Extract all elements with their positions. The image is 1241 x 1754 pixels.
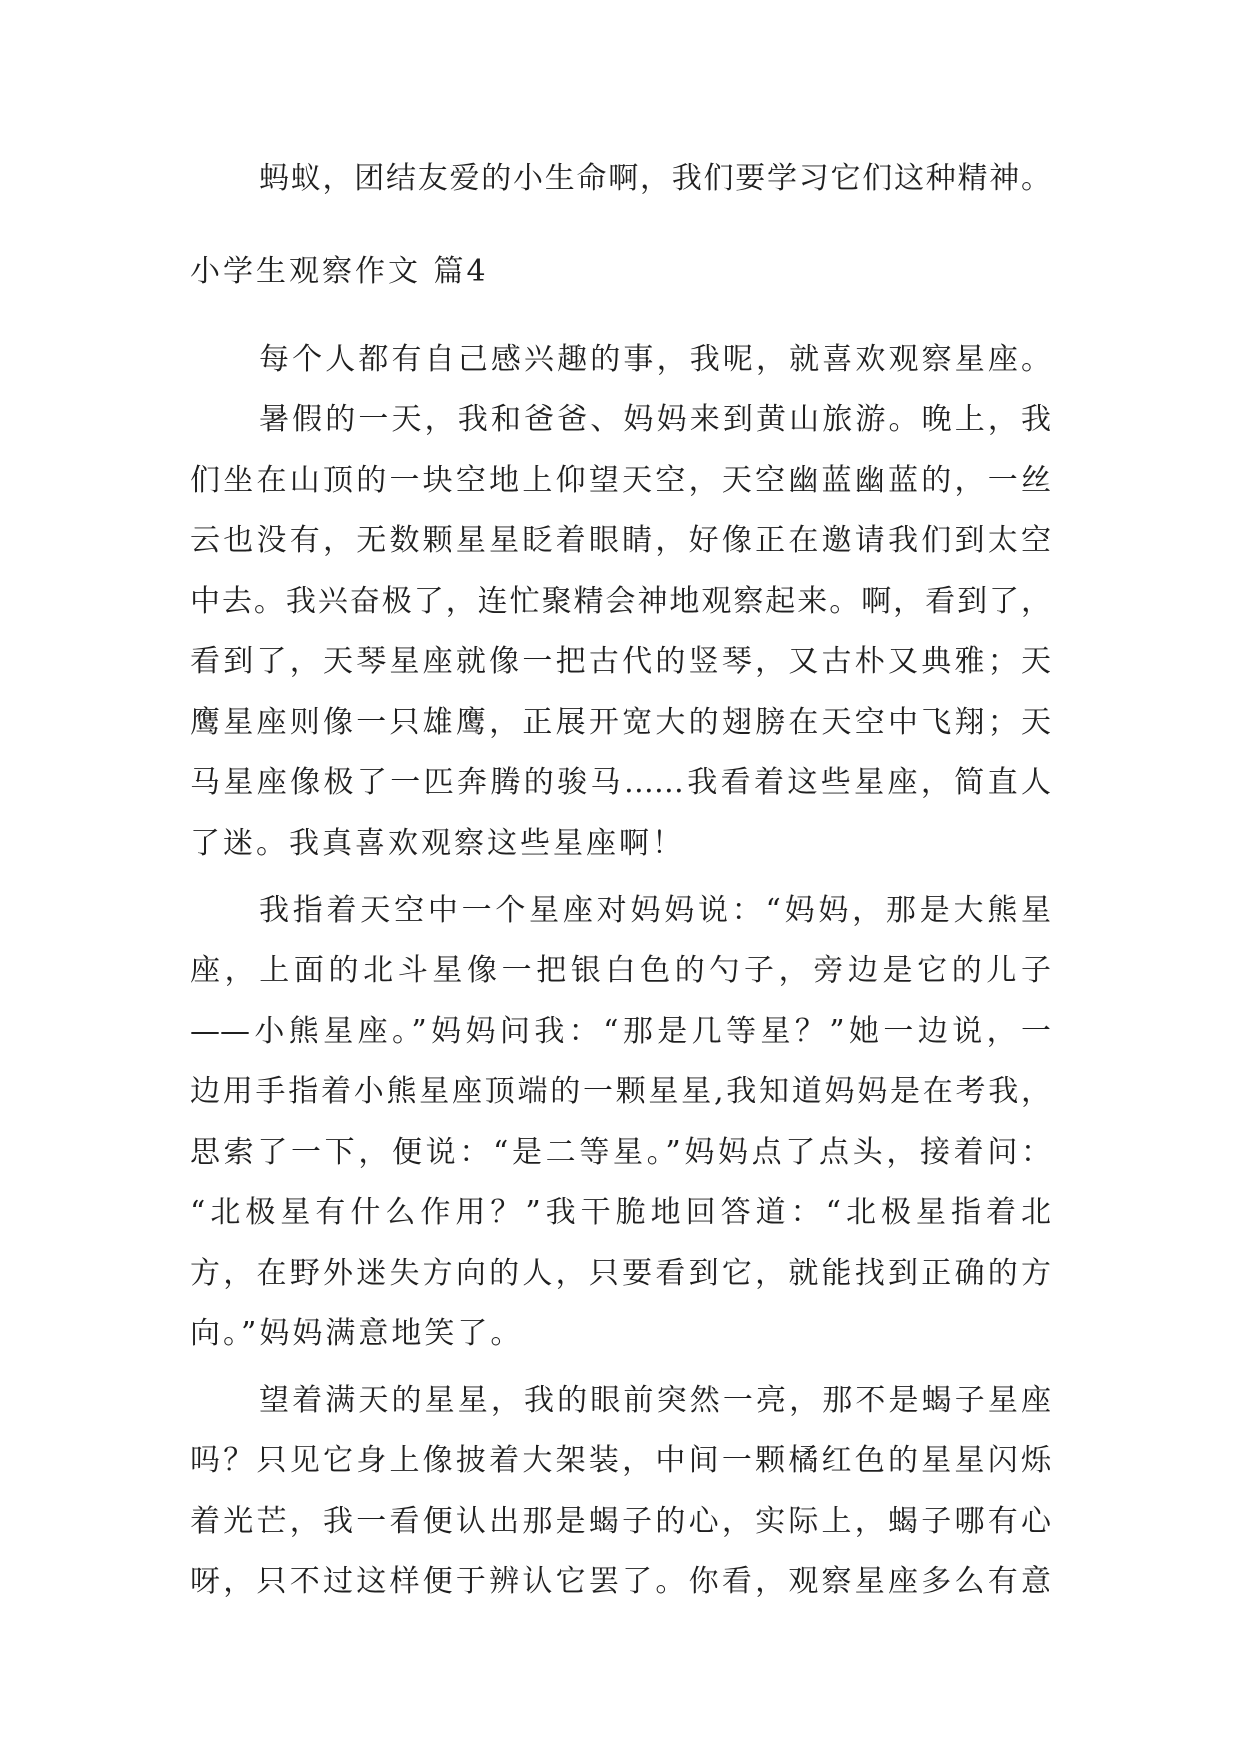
paragraph-line: 蚂蚁，团结友爱的小生命啊，我们要学习它们这种精神。: [259, 161, 1051, 196]
paragraph-line: 了迷。我真喜欢观察这些星座啊！: [190, 826, 685, 861]
paragraph-line: 呀，只不过这样便于辨认它罢了。你看，观察星座多么有意: [190, 1564, 1051, 1599]
paragraph-line: 暑假的一天，我和爸爸、妈妈来到黄山旅游。晚上，我: [259, 402, 1051, 437]
paragraph-line: 中去。我兴奋极了，连忙聚精会神地观察起来。啊，看到了，: [190, 584, 1051, 619]
paragraph-line: 方，在野外迷失方向的人，只要看到它，就能找到正确的方: [190, 1256, 1051, 1291]
paragraph-line: “北极星有什么作用？”我干脆地回答道：“北极星指着北: [190, 1195, 1051, 1230]
paragraph-line: 云也没有，无数颗星星眨着眼睛，好像正在邀请我们到太空: [190, 523, 1051, 558]
paragraph-line: 望着满天的星星，我的眼前突然一亮，那不是蝎子星座: [259, 1383, 1051, 1418]
paragraph-line: ——小熊星座。”妈妈问我：“那是几等星？”她一边说，一: [190, 1014, 1051, 1049]
paragraph-line: 看到了，天琴星座就像一把古代的竖琴，又古朴又典雅；天: [190, 644, 1051, 679]
paragraph-line: 我指着天空中一个星座对妈妈说：“妈妈，那是大熊星: [259, 893, 1051, 928]
paragraph-line: 着光芒，我一看便认出那是蝎子的心，实际上，蝎子哪有心: [190, 1504, 1051, 1539]
paragraph-line: 座，上面的北斗星像一把银白色的勺子，旁边是它的儿子: [190, 953, 1051, 988]
paragraph-line: 马星座像极了一匹奔腾的骏马……我看着这些星座，简直人: [190, 765, 1051, 800]
paragraph-line: 每个人都有自己感兴趣的事，我呢，就喜欢观察星座。: [259, 342, 1051, 377]
paragraph-line: 思索了一下，便说：“是二等星。”妈妈点了点头，接着问：: [190, 1135, 1051, 1170]
paragraph-line: 向。”妈妈满意地笑了。: [190, 1316, 524, 1351]
section-heading: 小学生观察作文 篇4: [190, 254, 489, 289]
paragraph-line: 边用手指着小熊星座顶端的一颗星星,我知道妈妈是在考我，: [190, 1074, 1051, 1109]
paragraph-line: 鹰星座则像一只雄鹰，正展开宽大的翅膀在天空中飞翔；天: [190, 705, 1051, 740]
paragraph-line: 们坐在山顶的一块空地上仰望天空，天空幽蓝幽蓝的，一丝: [190, 463, 1051, 498]
paragraph-line: 吗？只见它身上像披着大架装，中间一颗橘红色的星星闪烁: [190, 1443, 1051, 1478]
